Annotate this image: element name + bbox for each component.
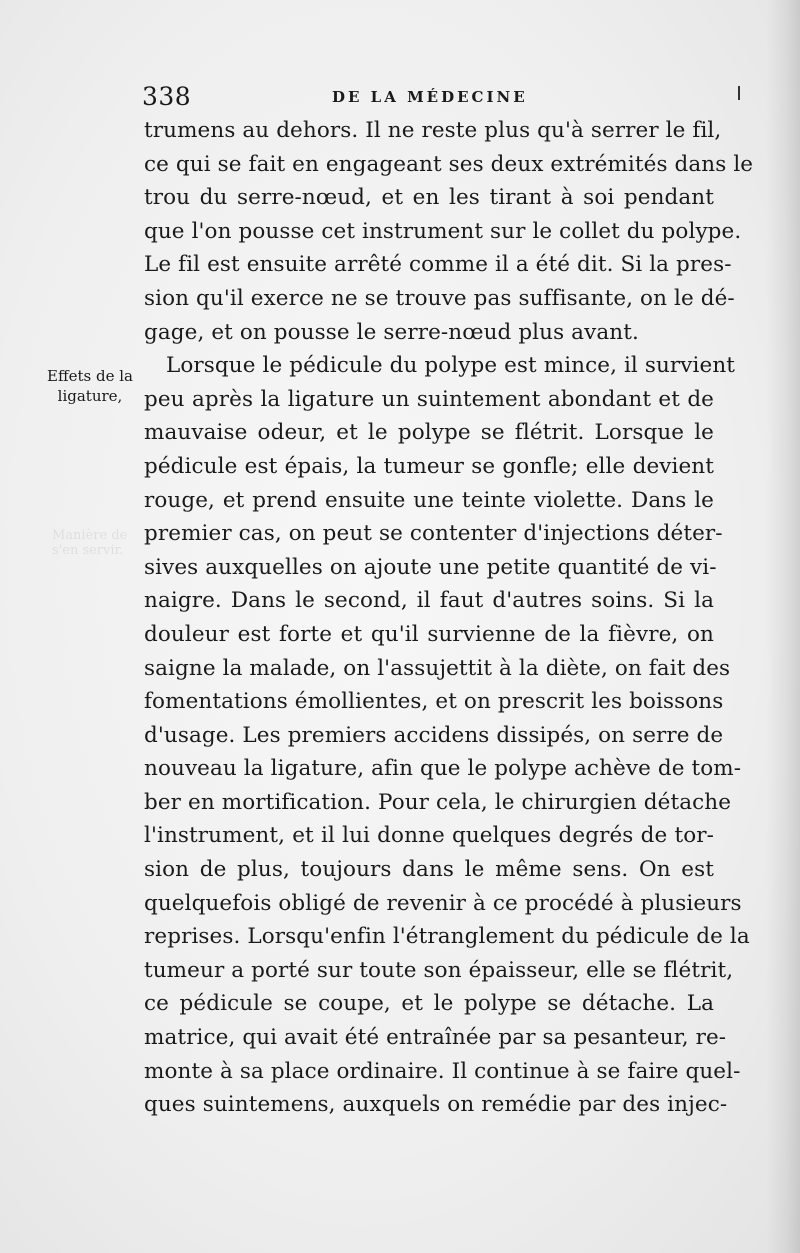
text-line: Lorsque le pédicule du polype est mince, il survient	[166, 353, 736, 379]
text-line: ber en mortification. Pour cela, le chirurgien détache	[144, 789, 732, 815]
running-head: DE LA MÉDECINE	[332, 88, 528, 106]
margin-note	[42, 366, 138, 406]
bleed-through-note	[52, 528, 127, 558]
body-text	[144, 114, 754, 1122]
text-line: ce qui se fait en engageant ses deux extrémités dans le	[144, 151, 754, 177]
text-line: pédicule est épais, la tumeur se gonfle; elle devient	[144, 453, 714, 479]
text-line: douleur est forte et qu'il survienne de la fièvre, on	[144, 621, 714, 647]
text-line: Le fil est ensuite arrêté comme il a été dit. Si la pres-	[144, 252, 732, 278]
text-line: tumeur a porté sur toute son épaisseur, elle se flétrit,	[144, 957, 734, 983]
text-line: peu après la ligature un suintement abondant et de	[144, 386, 714, 412]
page-gutter-shadow	[766, 0, 800, 1253]
margin-note-line-2: ligature,	[57, 387, 123, 405]
text-line: gage, et on pousse le serre-nœud plus avant.	[144, 319, 639, 345]
text-line: sives auxquelles on ajoute une petite quantité de vi-	[144, 554, 717, 580]
text-line: rouge, et prend ensuite une teinte violette. Dans le	[144, 487, 714, 513]
margin-note-line-1: Effets de la	[47, 367, 133, 385]
page-number: 338	[142, 82, 192, 111]
text-line: sion qu'il exerce ne se trouve pas suffisante, on le dé-	[144, 285, 735, 311]
text-line: matrice, qui avait été entraînée par sa pesanteur, re-	[144, 1025, 727, 1051]
text-line: ce pédicule se coupe, et le polype se détache. La	[144, 991, 714, 1017]
text-line: l'instrument, et il lui donne quelques degrés de tor-	[144, 823, 714, 849]
text-line: sion de plus, toujours dans le même sens. On est	[144, 857, 714, 883]
text-line: monte à sa place ordinaire. Il continue à se faire quel-	[144, 1058, 741, 1084]
text-line: mauvaise odeur, et le polype se flétrit. Lorsque le	[144, 420, 714, 446]
text-line: ques suintemens, auxquels on remédie par des injec-	[144, 1092, 728, 1118]
text-line: trou du serre-nœud, et en les tirant à soi pendant	[144, 185, 714, 211]
bleed-through-line-1: Manière de	[52, 528, 128, 543]
edge-mark	[738, 86, 740, 100]
text-line: saigne la malade, on l'assujettit à la diète, on fait des	[144, 655, 731, 681]
text-line: reprises. Lorsqu'enfin l'étranglement du pédicule de la	[144, 924, 750, 950]
text-line: naigre. Dans le second, il faut d'autres soins. Si la	[144, 588, 714, 614]
text-line: quelquefois obligé de revenir à ce procédé à plusieurs	[144, 890, 742, 916]
text-line: fomentations émollientes, et on prescrit les boissons	[144, 689, 724, 715]
bleed-through-line-2: s'en servir.	[52, 543, 124, 558]
page-header	[142, 82, 714, 118]
text-line: nouveau la ligature, afin que le polype achève de tom-	[144, 756, 742, 782]
text-line: premier cas, on peut se contenter d'injections déter-	[144, 521, 723, 547]
text-line: trumens au dehors. Il ne reste plus qu'à serrer le fil,	[144, 118, 722, 143]
text-line: d'usage. Les premiers accidens dissipés, on serre de	[144, 722, 724, 748]
text-line: que l'on pousse cet instrument sur le collet du polype.	[144, 218, 742, 244]
